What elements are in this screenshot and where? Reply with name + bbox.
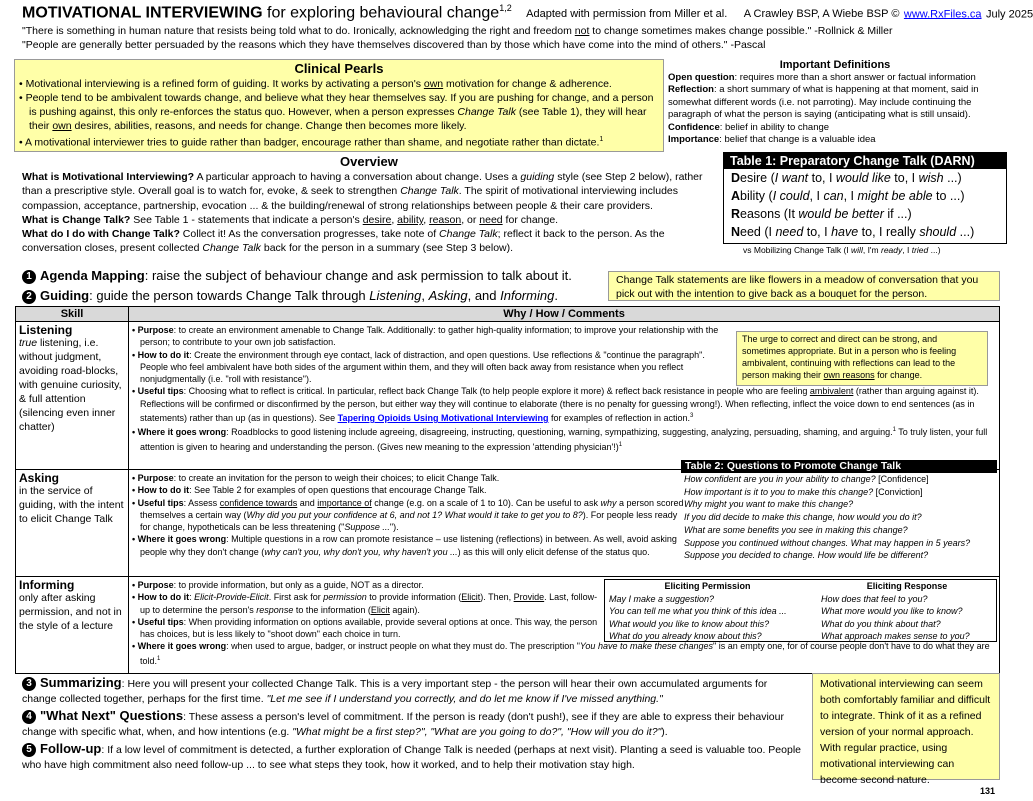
eliciting-permission: Eliciting Permission May I make a suggestion? You can tell me what you think of this idea ... What would you like to know about this? What do you already know about this? [609, 581, 787, 642]
skill-asking: Asking in the service of guiding, with the intent to elicit Change Talk [16, 470, 129, 577]
correct-direct-note: The urge to correct and direct can be strong, and sometimes appropriate. But in a person who is feeling ambivalent, continuing with reflections can lead to the person making their own reasons for change. [736, 331, 988, 386]
eliciting-response: Eliciting Response How does that feel to you? What more would you like to know? What do you think about that? What approach makes sense to you? [821, 581, 970, 642]
col-why: Why / How / Comments [129, 307, 1000, 322]
overview-title: Overview [340, 154, 398, 169]
step-5-number-icon: 5 [22, 743, 36, 757]
steps-1-2 [22, 266, 572, 306]
pearls-title: Clinical Pearls [294, 61, 384, 76]
step-2-number-icon: 2 [22, 290, 36, 304]
tapering-opioids-link[interactable]: Tapering Opioids Using Motivational Interviewing [337, 413, 549, 424]
definitions-title: Important Definitions [779, 59, 891, 71]
t2-q2: How important is it to you to make this change? [Conviction] [684, 486, 923, 497]
t2-q1: How confident are you in your ability to change? [Confidence] [684, 474, 929, 484]
adapted-note: Adapted with permission from Miller et al. [526, 8, 728, 21]
title-sup: 1,2 [499, 3, 512, 13]
page-title [22, 3, 1033, 22]
second-nature-note: Motivational interviewing can seem both comfortably familiar and difficult to integrate. Think of it as a refined version of your normal approach. With regular practice, using motivational interviewing can become second nature. [812, 673, 1000, 780]
def-confidence: Confidence: belief in ability to change [668, 121, 830, 133]
step-3-number-icon: 3 [22, 677, 36, 691]
steps-3-5 [22, 675, 802, 774]
mobilizing-note: vs Mobilizing Change Talk (I will, I'm ready, I tried ...) [743, 245, 941, 255]
title-rest: for exploring behavioural change [262, 4, 500, 22]
skill-informing: Informing only after asking permission, and not in the style of a lecture [16, 577, 129, 674]
page-number: 131 [980, 786, 996, 796]
table-2-title: Table 2: Questions to Promote Change Talk [681, 460, 997, 473]
step-what-next: 4 "What Next" Questions: These assess a person's level of commitment. If the person is ready (don't push!), see if they are able to express their behaviour change with specific what, when, and how intentions (e.g. "What might be a first step?", "What are you going to do?", "How will you do it?"). [22, 708, 784, 738]
darn-table [723, 152, 1007, 244]
col-skill: Skill [16, 307, 129, 322]
clinical-pearls-box [14, 59, 664, 152]
overview-text: What is Motivational Interviewing? A particular approach to having a conversation about change. Uses a guiding style (see Step 2 below), rather than a prescriptive style. Overall goal is to watch for, evoke, & seek to strengthen Change Talk. The spirit of motivational interviewing includes compassion, acceptance, partnership, evocation ... & the building/renewal of strong relationships between people & their care providers. What is Change Talk? See Table 1 - statements that indicate a person's desire, ability, reason, or need for change. What do I do with Change Talk? Collect it! As the conversation progresses, take note of Change Talk; reflect it back to the person. As the conversation closes, present collected Change Talk back for the person in a summary (see Step 3 below). [22, 171, 703, 255]
site-link[interactable]: www.RxFiles.ca [903, 8, 982, 21]
step-1-number-icon: 1 [22, 270, 36, 284]
darn-ability: Ability (I could, I can, I might be able to ...) [731, 189, 965, 203]
def-importance: Importance: belief that change is a valuable idea [668, 134, 876, 145]
flowers-note: Change Talk statements are like flowers in a meadow of conversation that you pick out with the intention to give back as a bouquet for the person. [608, 271, 1000, 301]
step-follow-up: 5 Follow-up: If a low level of commitment is detected, a further exploration of Change Talk is needed (perhaps at next visit). Planting a seed is valuable too. People who have high commitment also need follow-up ... to see what steps they took, how it worked, and to help their motivation stay high. [22, 741, 801, 771]
pearl-1: • Motivational interviewing is a refined form of guiding. It works by activating a person's own motivation for change & adherence. [19, 78, 612, 90]
table-2-questions [681, 460, 997, 562]
darn-desire: Desire (I want to, I would like to, I wish ...) [731, 171, 962, 185]
t2-q5: What are some benefits you see in making this change? [684, 524, 908, 535]
darn-title: Table 1: Preparatory Change Talk (DARN) [724, 153, 1006, 169]
title-bold: MOTIVATIONAL INTERVIEWING [22, 4, 263, 22]
date: July 2025 [985, 8, 1033, 21]
asking-details: • Purpose: to create an invitation for the person to weigh their choices; to elicit Change Talk. • How to do it: See Table 2 for examples of open questions that encourage Change Talk. • Useful tips: Assess confidence towards and importance of change (e.g. on a scale of 1 to 10). Can be useful to ask why a person scored themselves a certain way (Why did you put your confidence at 6, and not 1? What would it take to get you to 8?). For people less ready for change, hypotheticals can be less threatening ("Suppose ..."). • Where it goes wrong: Multiple questions in a row can promote resistance – use listening (reflections) in between. As well, avoid asking people why they don't change (why can't you, why don't you, why haven't you ...) as this will only elicit defense of the status quo. [129, 470, 1000, 577]
quotes [22, 24, 892, 52]
t2-q7: Suppose you decided to change. How would life be different? [684, 550, 929, 561]
skill-listening: Listening true listening, i.e. without judgment, avoiding road-blocks, with genuine curiosity, & full attention (silencing even inner chatter) [16, 322, 129, 470]
quote-pascal: "People are generally better persuaded by the reasons which they have themselves discovered than by those which have come into the mind of others." -Pascal [22, 39, 766, 51]
t2-q3: Why might you want to make this change? [684, 499, 854, 510]
darn-reasons: Reasons (It would be better if ...) [731, 207, 912, 221]
def-reflection: Reflection: a short summary of what is happening at that moment, said in somewhat different words (i.e. not parroting). May include continuing the paragraph of what the person is saying (anticipating what is still unsaid). [668, 84, 979, 120]
authors: A Crawley BSP, A Wiebe BSP © [743, 8, 900, 21]
step-summarizing: 3 Summarizing: Here you will present your collected Change Talk. This is a very important step - the person will hear their own accumulated arguments for change collected together, perhaps for the first time. "Let me see if I understand you correctly, and do let me know if I've missed anything." [22, 675, 768, 705]
t2-q4: If you did decide to make this change, how would you do it? [684, 512, 922, 523]
t2-q6: Suppose you continued without changes. What may happen in 5 years? [684, 537, 971, 548]
quote-rollnick: "There is something in human nature that resists being told what to do. Ironically, acknowledging the right and freedom not to change sometimes makes change possible." -Rollnick & Miller [22, 25, 893, 37]
step-4-number-icon: 4 [22, 710, 36, 724]
eliciting-box [604, 579, 997, 642]
darn-need: Need (I need to, I have to, I really should ...) [731, 225, 975, 239]
pearl-3: • A motivational interviewer tries to guide rather than badger, encourage rather than shame, and negotiate rather than dictate.$^1$ [19, 136, 604, 149]
definitions-box [668, 59, 1002, 151]
listening-details: • Purpose: to create an environment amenable to Change Talk. Additionally: to gather high-quality information; to improve your relationship with the person; to contribute to your own job satisfaction. • How to do it: Create the environment through eye contact, lack of distraction, and open questions. Use reflections & "continue the paragraph". People who feel ambivalent have both sides of the argument within them, and they will often back away from resistance when you reflect nonjudgmentally (i.e. "roll with resistance"). • Useful tips: Choosing what to reflect is critical. In particular, reflect back Change Talk (to help people explore it more) & reflect back resistance in people who are feeling ambivalent (rather than arguing against it). Reflections will be confirmed or disconfirmed by the person, but either way they will continue to elaborate (there is no penalty for guessing wrong!). When reflecting, inflect the voice down to end sentences (as in statements) rather than up (as in questions). See Tapering Opioids Using Motivational Interviewing for examples of reflection in action.$^3$ • Where it goes wrong: Roadblocks to good listening include agreeing, disagreeing, instructing, questioning, warning, sympathizing, suggesting, analyzing, persuading, shaming, and arguing.$^1$ To truly listen, your full attention is given to hearing and understanding the person. (Gives new meaning to the expression 'attending physician'!)$^1$ [129, 322, 1000, 470]
step-guiding: 2 Guiding: guide the person towards Change Talk through Listening, Asking, and Informing. [22, 286, 572, 306]
step-agenda-mapping: 1 Agenda Mapping: raise the subject of behaviour change and ask permission to talk about it. [22, 266, 572, 286]
pearl-2: • People tend to be ambivalent towards change, and believe what they hear themselves say. If you are pushing for change, and a person is pushing against, this only re-enforces the status quo. However, when a person expresses Change Talk (see Table 1), they will hear their own desires, abilities, reasons, and needs for change. Change then becomes more likely. [19, 92, 654, 132]
def-open-question: Open question: requires more than a short answer or factual information [668, 71, 976, 83]
informing-details: • Purpose: to provide information, but only as a guide, NOT as a director. • How to do it: Elicit-Provide-Elicit. First ask for permission to provide information (Elicit). Then, Provide. Last, follow-up to determine the person's response to the information (Elicit again). • Useful tips: When providing information on options available, provide several options at once. This way, the person has choices, but is less likely to "shoot down" each choice in turn. • Where it goes wrong: when used to argue, badger, or instruct people on what they must do. The prescription "You have to make these changes" is an empty one, for of course people don't have to do what they are told.$^1$ [129, 577, 1000, 674]
